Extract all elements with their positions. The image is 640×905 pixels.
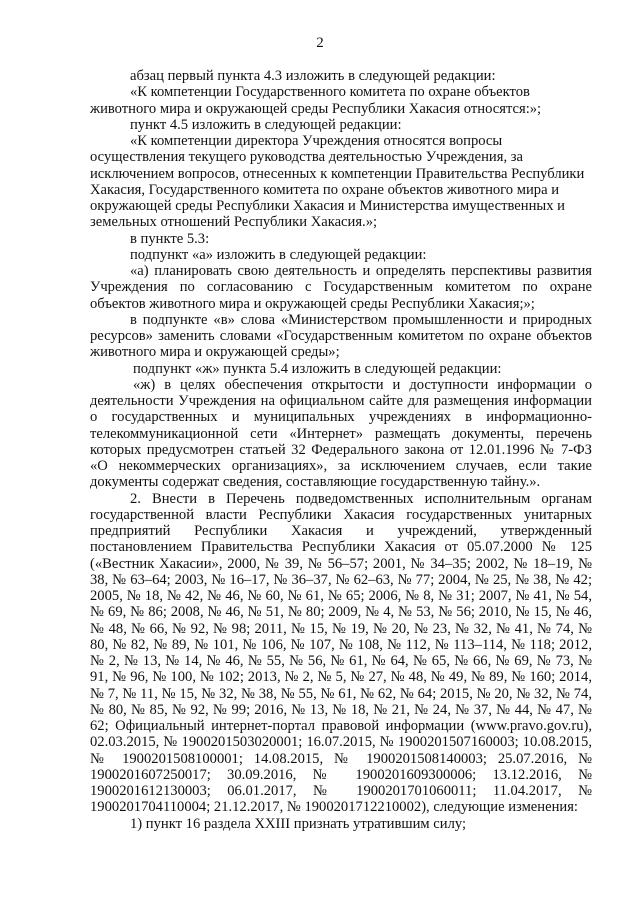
paragraph: «К компетенции директора Учреждения относятся вопросы осуществления текущего руководства деятельностью Учреждения, за исключением вопросов, отнесенных к компетенции Правительства Республики Хакасия, Государственного комитета по охране объектов животного мира и окружающей среды Республики Хакасия и Министерства имущественных и земельных отношений Республики Хакасия.»;: [90, 133, 585, 231]
page-number: 2: [316, 35, 324, 51]
paragraph: подпункт «а» изложить в следующей редакции:: [130, 246, 427, 263]
paragraph: 1) пункт 16 раздела XXIII признать утратившим силу;: [130, 815, 467, 832]
paragraph: в пункте 5.3:: [130, 230, 210, 247]
paragraph: в подпункте «в» слова «Министерством промышленности и природных ресурсов» заменить словами «Государственным комитетом по охране объектов животного мира и окружающей среды»;: [90, 311, 592, 361]
paragraph: «ж) в целях обеспечения открытости и доступности информации о деятельности Учреждения на официальном сайте для размещения информации о государственных и муниципальных учреждениях в информационно-телекоммуникационной сети «Интернет» размещать документы, перечень которых предусмотрен статьей 32 Федерального закона от 12.01.1996 № 7-ФЗ «О некоммерческих организациях», за исключением случаев, если такие документы содержат сведения, составляющие государственную тайну.».: [90, 376, 592, 491]
document-body: [90, 68, 592, 832]
paragraph: 2. Внести в Перечень подведомственных исполнительным органам государственной власти Республики Хакасия государственных унитарных предприятий Республики Хакасия и учреждений, утвержденный постановлением Правительства Республики Хакасия от 05.07.2000 № 125 («Вестник Хакасии», 2000, № 39, № 56–57; 2001, № 34–35; 2002, № 18–19, № 38, № 63–64; 2003, № 16–17, № 36–37, № 62–63, № 77; 2004, № 25, № 38, № 42; 2005, № 18, № 42, № 46, № 60, № 61, № 65; 2006, № 8, № 31; 2007, № 41, № 54, № 69, № 86; 2008, № 46, № 51, № 80; 2009, № 4, № 53, № 56; 2010, № 15, № 46, № 48, № 66, № 92, № 98; 2011, № 15, № 19, № 20, № 23, № 32, № 41, № 74, № 80, № 82, № 89, № 101, № 106, № 107, № 108, № 112, № 113–114, № 118; 2012, № 2, № 13, № 14, № 46, № 55, № 56, № 61, № 64, № 65, № 66, № 69, № 73, № 91, № 96, № 100, № 102; 2013, № 2, № 5, № 27, № 48, № 49, № 89, № 160; 2014, № 7, № 11, № 15, № 32, № 38, № 55, № 61, № 62, № 64; 2015, № 20, № 32, № 74, № 80, № 85, № 92, № 99; 2016, № 13, № 18, № 21, № 24, № 37, № 44, № 47, № 62; Официальный интернет-портал правовой информации (www.pravo.gov.ru), 02.03.2015, № 1900201503020001; 16.07.2015, № 1900201507160003; 10.08.2015, № 1900201508100001; 14.08.2015, № 1900201508140003; 25.07.2016, № 1900201607250017; 30.09.2016, № 1900201609300006; 13.12.2016, № 1900201612130003; 06.01.2017, № 1900201701060011; 11.04.2017, № 1900201704110004; 21.12.2017, № 1900201712210002), следующие изменения:: [90, 490, 592, 816]
paragraph: абзац первый пункта 4.3 изложить в следующей редакции:: [130, 68, 496, 84]
paragraph: подпункт «ж» пункта 5.4 изложить в следующей редакции:: [133, 360, 502, 377]
paragraph: «К компетенции Государственного комитета по охране объектов животного мира и окружающей среды Республики Хакасия относятся:»;: [90, 84, 542, 117]
paragraph: «а) планировать свою деятельность и определять перспективы развития Учреждения по согласованию с Государственным комитетом по охране объектов животного мира и окружающей среды Республики Хакасия;»;: [90, 263, 592, 312]
paragraph: пункт 4.5 изложить в следующей редакции:: [130, 116, 402, 133]
